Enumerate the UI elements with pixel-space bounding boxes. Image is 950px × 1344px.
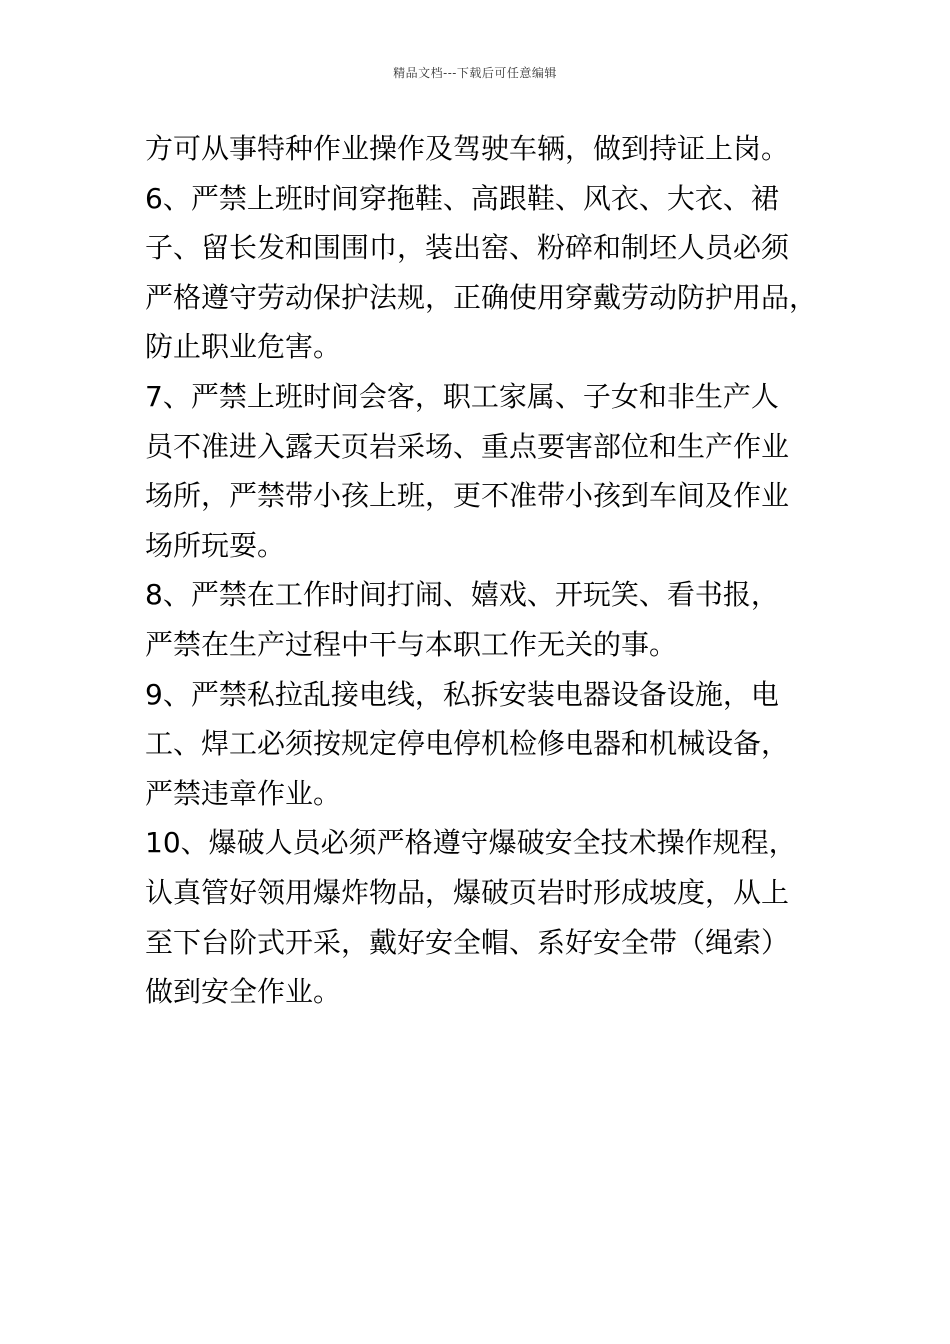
text-line: 严禁违章作业。 <box>145 776 342 810</box>
text-line: 至下台阶式开采，戴好安全帽、系好安全带（绳索） <box>145 925 790 959</box>
text-line: 8、严禁在工作时间打闹、嬉戏、开玩笑、看书报， <box>145 578 779 612</box>
text-line: 做到安全作业。 <box>145 975 342 1009</box>
text-line: 7、严禁上班时间会客，职工家属、子女和非生产人 <box>145 379 779 413</box>
text-line: 认真管好领用爆炸物品，爆破页岩时形成坡度，从上 <box>145 875 790 909</box>
text-line: 场所，严禁带小孩上班，更不准带小孩到车间及作业 <box>145 479 790 513</box>
text-line: 防止职业危害。 <box>145 330 342 364</box>
text-line: 9、严禁私拉乱接电线，私拆安装电器设备设施，电 <box>145 677 779 711</box>
text-line: 子、留长发和围围巾，装出窑、粉碎和制坯人员必须 <box>145 231 790 265</box>
text-line: 员不准进入露天页岩采场、重点要害部位和生产作业 <box>145 429 790 463</box>
text-line: 10、爆破人员必须严格遵守爆破安全技术操作规程， <box>145 826 797 860</box>
text-line: 方可从事特种作业操作及驾驶车辆，做到持证上岗。 <box>145 132 790 165</box>
text-line: 6、严禁上班时间穿拖鞋、高跟鞋、风衣、大衣、裙 <box>145 181 779 215</box>
text-line: 严格遵守劳动保护法规，正确使用穿戴劳动防护用品， <box>145 280 818 314</box>
text-line: 严禁在生产过程中干与本职工作无关的事。 <box>145 627 678 661</box>
document-body <box>145 124 835 1017</box>
page-header: 精品文档---下载后可任意编辑 <box>393 66 557 80</box>
text-line: 场所玩耍。 <box>145 528 286 562</box>
text-line: 工、焊工必须按规定停电停机检修电器和机械设备， <box>145 727 790 761</box>
